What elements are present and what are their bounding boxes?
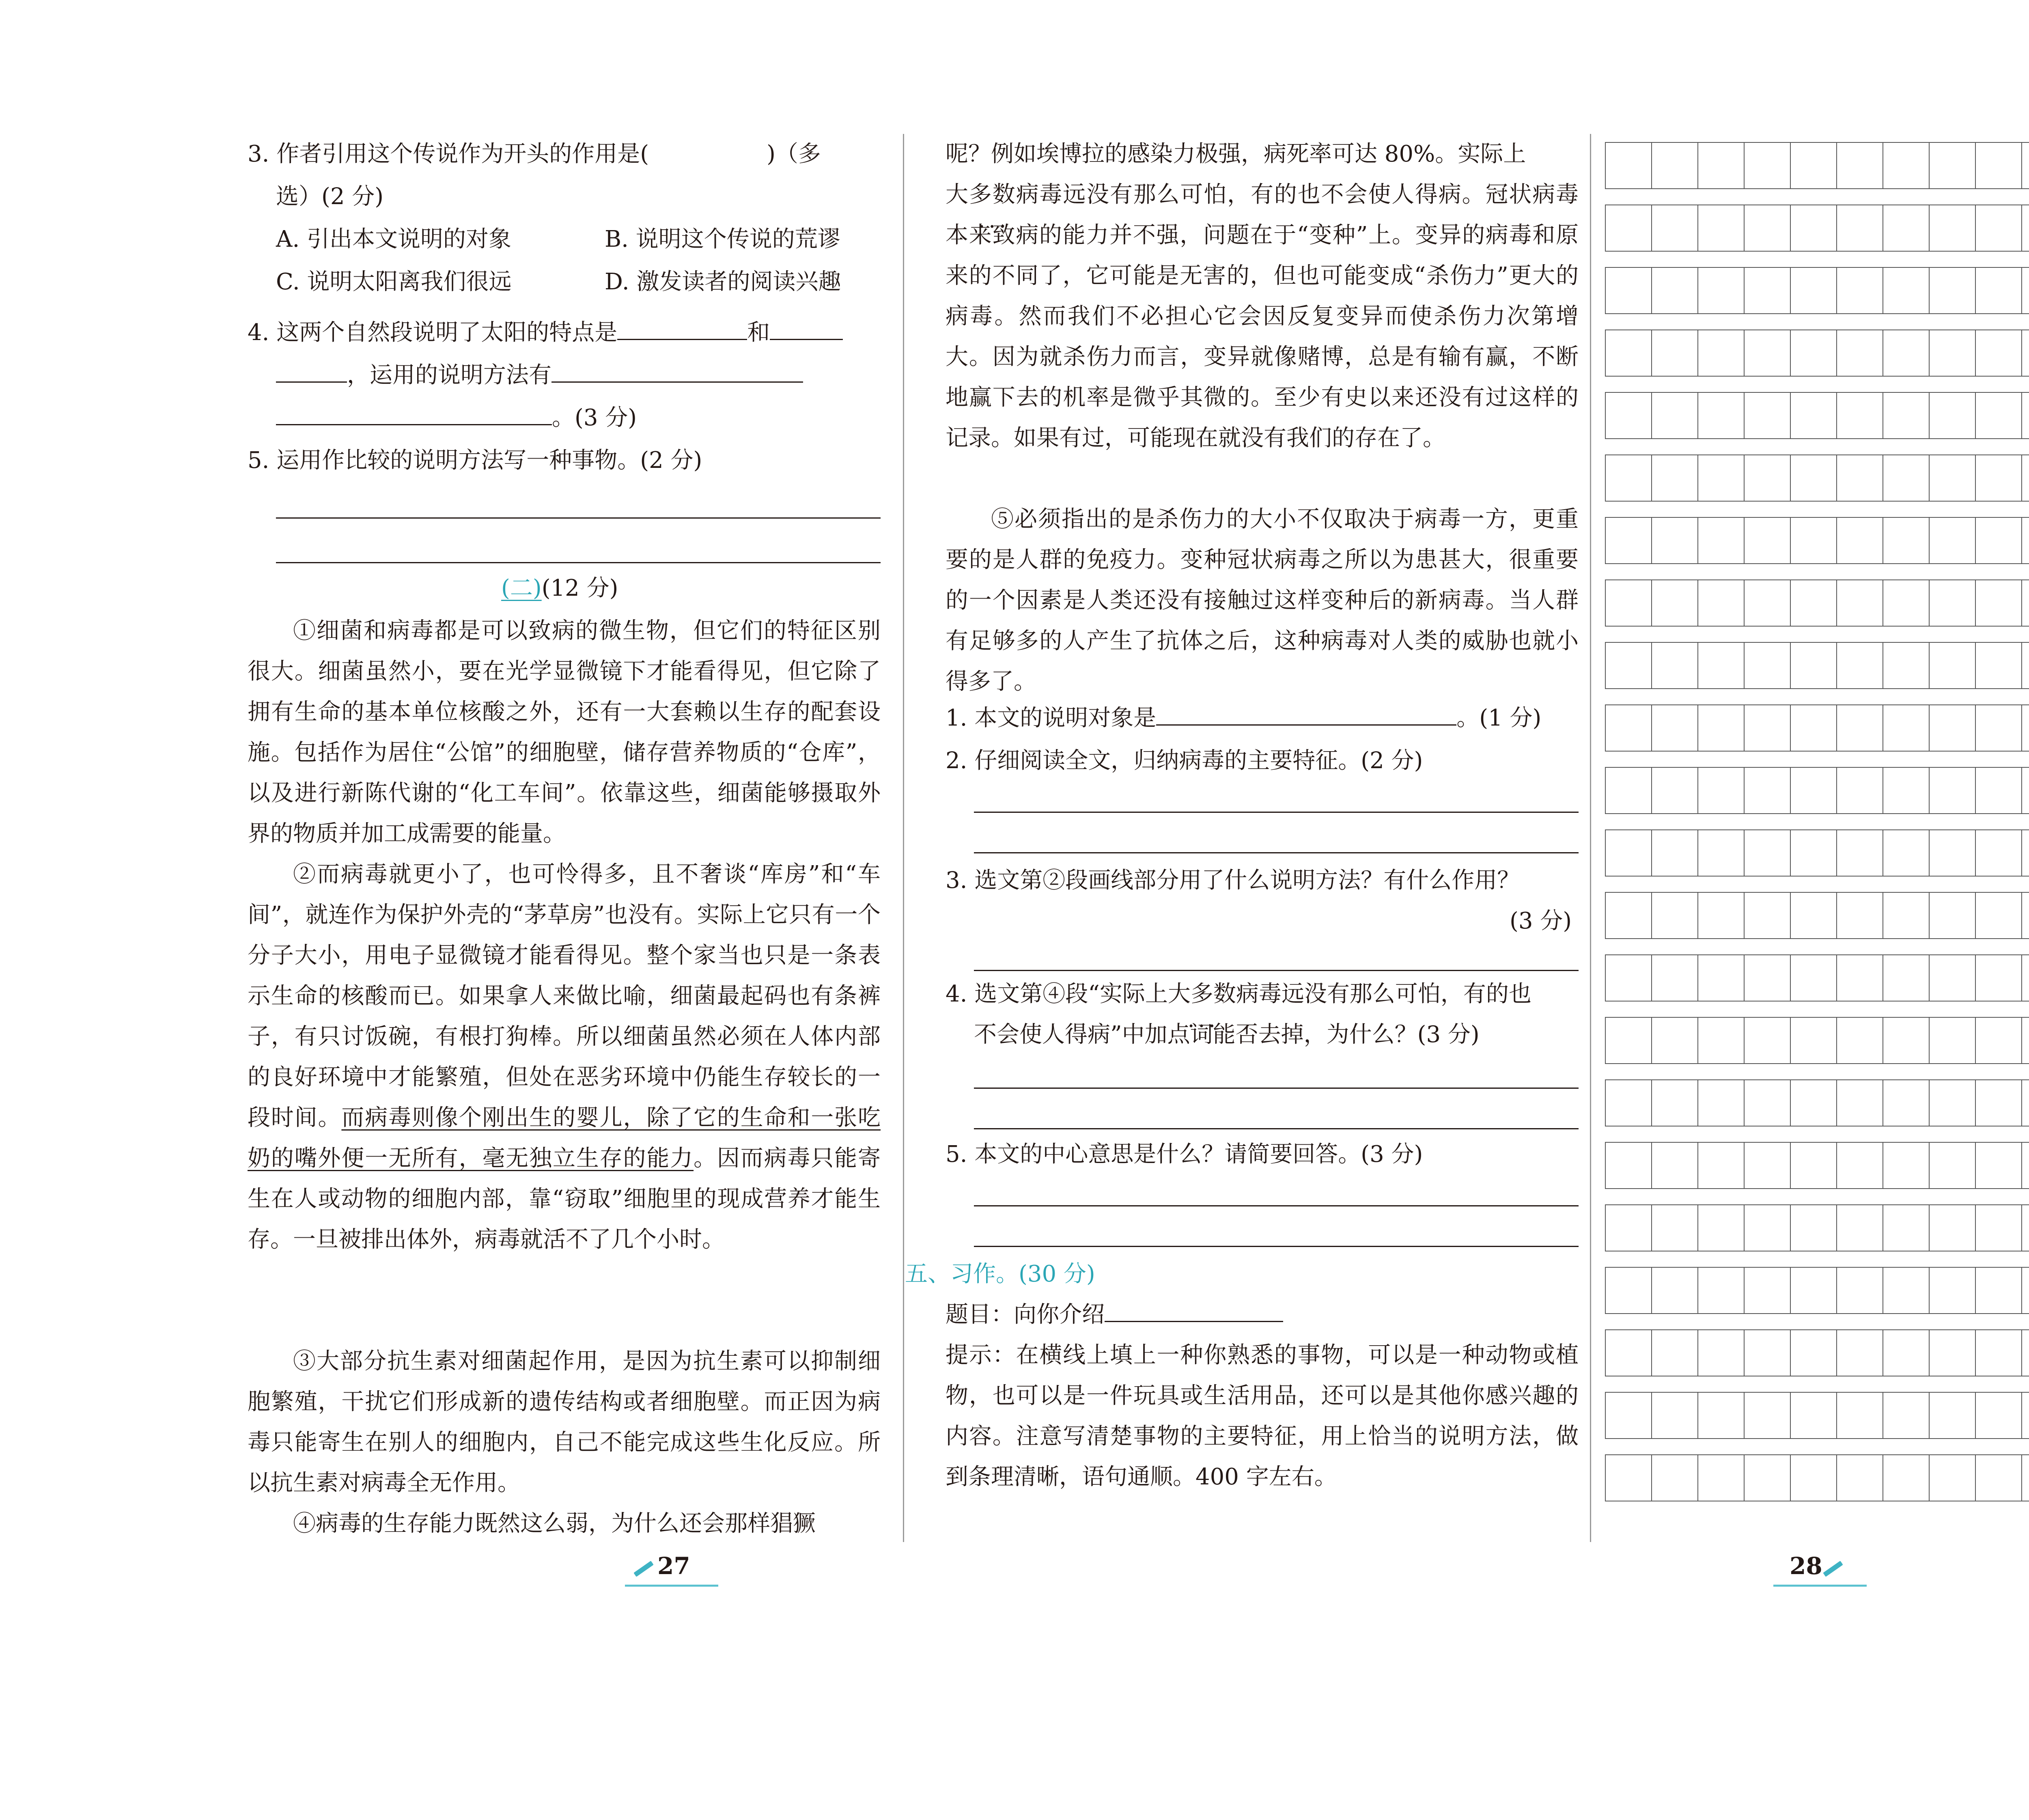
grid-cell[interactable] (2021, 1454, 2029, 1501)
grid-row (1605, 642, 2029, 689)
grid-cell[interactable] (1790, 205, 1837, 252)
grid-cell[interactable] (1605, 579, 1652, 627)
grid-cell[interactable] (1605, 892, 1652, 939)
grid-cell[interactable] (1744, 954, 1791, 1002)
grid-cell[interactable] (1836, 1392, 1883, 1439)
q4-blank-3[interactable] (276, 359, 347, 383)
grid-cell[interactable] (2021, 1204, 2029, 1251)
page-number-left: 27 (633, 1552, 690, 1580)
grid-cell[interactable] (1605, 767, 1652, 814)
section-two-heading: (二)(12 分) (501, 575, 618, 601)
q3-option-d: D. 激发读者的阅读兴趣 (605, 269, 841, 295)
grid-cell[interactable] (1790, 954, 1837, 1002)
grid-cell[interactable] (1744, 330, 1791, 377)
grid-cell[interactable] (1697, 1017, 1745, 1064)
grid-row (1605, 892, 2029, 939)
paragraph-2-underlined: 而病毒则像个刚出生的婴儿，除了它的生命和一张吃奶的嘴外便一无所有，毫无独立生存的能力 (248, 1105, 881, 1172)
q4-blank-1[interactable] (617, 316, 747, 340)
grid-cell[interactable] (1883, 579, 1930, 627)
grid-cell[interactable] (1883, 454, 1930, 502)
grid-cell[interactable] (1744, 642, 1791, 689)
grid-cell[interactable] (1929, 1204, 1976, 1251)
grid-cell[interactable] (2021, 892, 2029, 939)
grid-cell[interactable] (2021, 454, 2029, 502)
grid-cell[interactable] (1697, 330, 1745, 377)
grid-cell[interactable] (2021, 142, 2029, 189)
grid-cell[interactable] (1975, 517, 2022, 564)
grid-cell[interactable] (1744, 392, 1791, 439)
grid-cell[interactable] (2021, 579, 2029, 627)
grid-cell[interactable] (1883, 1392, 1930, 1439)
grid-row (1605, 517, 2029, 564)
grid-cell[interactable] (2021, 767, 2029, 814)
grid-row (1605, 1454, 2029, 1501)
grid-row (1605, 392, 2029, 439)
q4-line3: 。(3 分) (276, 398, 637, 438)
grid-cell[interactable] (2021, 642, 2029, 689)
grid-cell[interactable] (1883, 642, 1930, 689)
grid-cell[interactable] (1836, 1454, 1883, 1501)
grid-cell[interactable] (1883, 205, 1930, 252)
grid-cell[interactable] (2021, 330, 2029, 377)
grid-cell[interactable] (1651, 330, 1698, 377)
grid-cell[interactable] (1975, 392, 2022, 439)
grid-cell[interactable] (1651, 454, 1698, 502)
r-q4-line1: 4. 选文第④段“实际上大多数 • • •病毒远没有那么可怕，有的也 (946, 974, 1531, 1014)
grid-cell[interactable] (1975, 954, 2022, 1002)
grid-row (1605, 1079, 2029, 1126)
paragraph-4-continued: 大多数 • • •病毒远没有那么可怕，有的也不会使人得病。冠状病毒本来致病的能力并不强，问题在于“变种”上。变异的病毒和原来的不同了，它可能是无害的，但也可能变成“杀伤力”更大的病毒。然而我们不必担心它会因反复变异而使杀伤力次第增大。因为就杀伤力而言，变异就像赌博，总是有输有赢，不断地赢下去的机率是微乎其微的。至少有史以来还没有过这样的记录。如果有过，可能现在就没有我们的存在了。 (946, 174, 1579, 459)
grid-cell[interactable] (1605, 267, 1652, 314)
dotted-words: 多数 • • • (969, 181, 1016, 208)
grid-row (1605, 267, 2029, 314)
grid-row (1605, 1392, 2029, 1439)
page-number-right: 28 (1790, 1552, 1847, 1580)
grid-cell[interactable] (1697, 954, 1745, 1002)
grid-cell[interactable] (1744, 1142, 1791, 1189)
grid-cell[interactable] (1836, 1017, 1883, 1064)
grid-cell[interactable] (1790, 517, 1837, 564)
r-q4-line-1[interactable] (974, 1088, 1579, 1089)
grid-cell[interactable] (1790, 829, 1837, 877)
grid-cell[interactable] (1929, 454, 1976, 502)
grid-cell[interactable] (1883, 704, 1930, 752)
grid-cell[interactable] (1836, 767, 1883, 814)
grid-cell[interactable] (1697, 1142, 1745, 1189)
grid-cell[interactable] (1744, 1329, 1791, 1376)
grid-cell[interactable] (1836, 142, 1883, 189)
q4-line1: 4. 这两个自然段说明了太阳的特点是 和 (248, 312, 843, 353)
grid-cell[interactable] (1929, 392, 1976, 439)
grid-cell[interactable] (1697, 642, 1745, 689)
grid-cell[interactable] (1929, 1267, 1976, 1314)
grid-cell[interactable] (1929, 767, 1976, 814)
essay-topic: 题目：向你介绍 (946, 1294, 1283, 1335)
grid-cell[interactable] (1651, 392, 1698, 439)
grid-cell[interactable] (2021, 1142, 2029, 1189)
grid-cell[interactable] (1744, 1267, 1791, 1314)
grid-cell[interactable] (1744, 1017, 1791, 1064)
grid-cell[interactable] (1744, 1392, 1791, 1439)
grid-cell[interactable] (1790, 579, 1837, 627)
grid-row (1605, 767, 2029, 814)
grid-cell[interactable] (2021, 1079, 2029, 1126)
grid-row (1605, 1017, 2029, 1064)
grid-row (1605, 579, 2029, 627)
paragraph-4-start: ④病毒的生存能力既然这么弱，为什么还会那样猖獗 (293, 1510, 816, 1537)
grid-cell[interactable] (1744, 1454, 1791, 1501)
grid-cell[interactable] (1744, 892, 1791, 939)
grid-cell[interactable] (1790, 1329, 1837, 1376)
grid-cell[interactable] (1975, 142, 2022, 189)
q5-question: 5. 运用作比较的说明方法写一种事物。(2 分) (248, 447, 702, 474)
section-five-heading: 五、习作。(30 分) (905, 1261, 1095, 1287)
grid-cell[interactable] (1836, 579, 1883, 627)
grid-cell[interactable] (1975, 642, 2022, 689)
grid-cell[interactable] (1790, 892, 1837, 939)
grid-cell[interactable] (1975, 1392, 2022, 1439)
grid-cell[interactable] (1697, 392, 1745, 439)
grid-cell[interactable] (1651, 1142, 1698, 1189)
grid-cell[interactable] (1651, 517, 1698, 564)
p4-line1: 呢？例如埃博拉的感染力极强，病死率可达 80%。实际上 (946, 141, 1526, 167)
grid-cell[interactable] (1929, 205, 1976, 252)
grid-cell[interactable] (1697, 1329, 1745, 1376)
grid-cell[interactable] (2021, 267, 2029, 314)
grid-cell[interactable] (1975, 767, 2022, 814)
grid-cell[interactable] (1836, 267, 1883, 314)
grid-cell[interactable] (1790, 1454, 1837, 1501)
grid-cell[interactable] (1651, 579, 1698, 627)
grid-cell[interactable] (1883, 1454, 1930, 1501)
grid-cell[interactable] (1836, 642, 1883, 689)
grid-cell[interactable] (1744, 1204, 1791, 1251)
grid-cell[interactable] (1929, 1017, 1976, 1064)
r-q4-line2: 不会使人得病”中加点词能否去掉，为什么？(3 分) (974, 1021, 1480, 1048)
grid-cell[interactable] (1697, 1392, 1745, 1439)
grid-cell[interactable] (1790, 1392, 1837, 1439)
q3-option-b: B. 说明这个传说的荒谬 (605, 226, 840, 252)
grid-cell[interactable] (1836, 330, 1883, 377)
grid-cell[interactable] (2021, 205, 2029, 252)
grid-cell[interactable] (1790, 1267, 1837, 1314)
grid-cell[interactable] (1883, 767, 1930, 814)
grid-cell[interactable] (1697, 1079, 1745, 1126)
grid-cell[interactable] (1651, 642, 1698, 689)
grid-cell[interactable] (1975, 892, 2022, 939)
footer-bar-right (1773, 1585, 1867, 1587)
r-q3: 3. 选文第②段画线部分用了什么说明方法？有什么作用？ (946, 867, 1520, 894)
grid-cell[interactable] (1744, 704, 1791, 752)
q4-line2: ，运用的说明方法有 (276, 355, 803, 396)
grid-cell[interactable] (1883, 1329, 1930, 1376)
q4-blank-4[interactable] (551, 359, 803, 383)
grid-cell[interactable] (1744, 267, 1791, 314)
grid-cell[interactable] (2021, 704, 2029, 752)
grid-cell[interactable] (1605, 1454, 1652, 1501)
r-q2: 2. 仔细阅读全文，归纳病毒的主要特征。(2 分) (946, 747, 1423, 774)
grid-cell[interactable] (1651, 767, 1698, 814)
r-q1-blank[interactable] (1156, 702, 1456, 726)
grid-cell[interactable] (1651, 1017, 1698, 1064)
grid-cell[interactable] (1975, 829, 2022, 877)
grid-cell[interactable] (1651, 1454, 1698, 1501)
grid-cell[interactable] (1790, 642, 1837, 689)
column-divider (903, 134, 904, 1542)
grid-cell[interactable] (1697, 267, 1745, 314)
grid-cell[interactable] (1975, 267, 2022, 314)
grid-cell[interactable] (1744, 454, 1791, 502)
grid-cell[interactable] (1883, 892, 1930, 939)
grid-cell[interactable] (1929, 517, 1976, 564)
grid-cell[interactable] (1605, 1392, 1652, 1439)
grid-cell[interactable] (1975, 330, 2022, 377)
grid-cell[interactable] (1929, 1079, 1976, 1126)
grid-row (1605, 1204, 2029, 1251)
grid-row (1605, 205, 2029, 252)
essay-hint: 提示：在横线上填上一种你熟悉的事物，可以是一种动物或植物，也可以是一件玩具或生活用品，还可以是其他你感兴趣的内容。注意写清楚事物的主要特征，用上恰当的说明方法，做到条理清晰，语句通顺。400 字左右。 (946, 1342, 1579, 1490)
r-q5: 5. 本文的中心意思是什么？请简要回答。(3 分) (946, 1141, 1423, 1167)
grid-cell[interactable] (1790, 454, 1837, 502)
grid-cell[interactable] (1697, 517, 1745, 564)
grid-cell[interactable] (2021, 954, 2029, 1002)
grid-cell[interactable] (1929, 892, 1976, 939)
grid-cell[interactable] (1883, 1079, 1930, 1126)
grid-cell[interactable] (1744, 142, 1791, 189)
grid-cell[interactable] (1790, 1204, 1837, 1251)
grid-cell[interactable] (1651, 829, 1698, 877)
grid-cell[interactable] (1790, 1142, 1837, 1189)
grid-cell[interactable] (1605, 1204, 1652, 1251)
grid-cell[interactable] (1836, 892, 1883, 939)
grid-cell[interactable] (2021, 1017, 2029, 1064)
grid-cell[interactable] (1929, 642, 1976, 689)
grid-cell[interactable] (1790, 1017, 1837, 1064)
grid-cell[interactable] (1975, 1142, 2022, 1189)
grid-cell[interactable] (1790, 767, 1837, 814)
q3-option-c: C. 说明太阳离我们很远 (276, 269, 512, 295)
paragraph-5: ⑤必须指出的是杀伤力的大小不仅取决于病毒一方，更重要的是人群的免疫力。变种冠状病毒之所以为患甚大，很重要的一个因素是人类还没有接触过这样变种后的新病毒。当人群有足够多的人产生了抗体之后，这种病毒对人类的威胁也就小得多了。 (946, 506, 1579, 695)
q5-answer-line-2[interactable] (276, 562, 881, 563)
grid-row (1605, 454, 2029, 502)
grid-cell[interactable] (1836, 829, 1883, 877)
grid-cell[interactable] (1651, 1267, 1698, 1314)
grid-cell[interactable] (1883, 142, 1930, 189)
grid-cell[interactable] (1605, 1079, 1652, 1126)
grid-cell[interactable] (1883, 1017, 1930, 1064)
r-q2-line-2[interactable] (974, 852, 1579, 853)
grid-cell[interactable] (2021, 392, 2029, 439)
grid-cell[interactable] (1790, 142, 1837, 189)
grid-cell[interactable] (1605, 1267, 1652, 1314)
paragraph-2: ②而病毒就更小了，也可怜得多，且不奢谈“库房”和“车间”，就连作为保护外壳的“茅草房”也没有。实际上它只有一个分子大小，用电子显微镜才能看得见。整个家当也只是一条表示生命的核酸而已。如果拿人来做比喻，细菌最起码也有条裤子，有只讨饭碗，有根打狗棒。所以细菌虽然必须在人体内部的良好环境中才能繁殖，但处在恶劣环境中仍能生存较长的一段时间。而病毒则像个刚出生的婴儿，除了它的生命和一张吃奶的嘴外便一无所有，毫无独立生存的能力。因而病毒只能寄生在人或动物的细胞内部，靠“窃取”细胞里的现成营养才能生存。一旦被排出体外，病毒就活不了几个小时。 (248, 861, 881, 1253)
grid-cell[interactable] (1605, 1142, 1652, 1189)
grid-cell[interactable] (1929, 1454, 1976, 1501)
grid-cell[interactable] (1975, 1079, 2022, 1126)
grid-cell[interactable] (1929, 954, 1976, 1002)
grid-cell[interactable] (1744, 517, 1791, 564)
grid-cell[interactable] (1929, 704, 1976, 752)
grid-row (1605, 1329, 2029, 1376)
grid-cell[interactable] (2021, 1329, 2029, 1376)
grid-cell[interactable] (1929, 142, 1976, 189)
grid-cell[interactable] (1883, 1142, 1930, 1189)
grid-cell[interactable] (1929, 267, 1976, 314)
grid-row (1605, 1142, 2029, 1189)
grid-cell[interactable] (1605, 454, 1652, 502)
grid-cell[interactable] (1883, 392, 1930, 439)
grid-cell[interactable] (1929, 1392, 1976, 1439)
grid-cell[interactable] (1697, 892, 1745, 939)
grid-cell[interactable] (1605, 1329, 1652, 1376)
grid-row (1605, 704, 2029, 752)
grid-cell[interactable] (1697, 704, 1745, 752)
grid-cell[interactable] (1697, 1454, 1745, 1501)
grid-cell[interactable] (1697, 205, 1745, 252)
grid-cell[interactable] (1975, 579, 2022, 627)
grid-cell[interactable] (1651, 892, 1698, 939)
grid-cell[interactable] (1883, 267, 1930, 314)
grid-cell[interactable] (1605, 142, 1652, 189)
r-q5-line-2[interactable] (974, 1246, 1579, 1247)
grid-cell[interactable] (1697, 1267, 1745, 1314)
grid-cell[interactable] (1790, 1079, 1837, 1126)
r-q1: 1. 本文的说明对象是 。(1 分) (946, 698, 1541, 739)
grid-cell[interactable] (1790, 392, 1837, 439)
grid-cell[interactable] (1744, 829, 1791, 877)
grid-cell[interactable] (1605, 1017, 1652, 1064)
r-q5-line-1[interactable] (974, 1205, 1579, 1206)
grid-cell[interactable] (1975, 1267, 2022, 1314)
grid-cell[interactable] (1836, 1204, 1883, 1251)
q5-answer-line-1[interactable] (276, 517, 881, 519)
column-divider-2 (1590, 134, 1591, 1542)
grid-cell[interactable] (1836, 517, 1883, 564)
grid-cell[interactable] (1975, 205, 2022, 252)
grid-cell[interactable] (1836, 954, 1883, 1002)
grid-cell[interactable] (1975, 1204, 2022, 1251)
q3-option-a: A. 引出本文说明的对象 (276, 226, 512, 252)
r-q2-line-1[interactable] (974, 812, 1579, 813)
grid-cell[interactable] (1651, 1329, 1698, 1376)
grid-cell[interactable] (1605, 392, 1652, 439)
grid-row (1605, 142, 2029, 189)
pencil-icon (633, 1560, 657, 1576)
grid-cell[interactable] (1605, 642, 1652, 689)
grid-row (1605, 1267, 2029, 1314)
grid-cell[interactable] (1605, 517, 1652, 564)
paragraph-3: ③大部分抗生素对细菌起作用，是因为抗生素可以抑制细胞繁殖，干扰它们形成新的遗传结构或者细胞壁。而正因为病毒只能寄生在别人的细胞内，自己不能完成这些生化反应。所以抗生素对病毒全无作用。 (248, 1348, 881, 1496)
grid-cell[interactable] (1929, 1329, 1976, 1376)
q4-blank-5[interactable] (276, 401, 552, 425)
grid-cell[interactable] (1929, 829, 1976, 877)
grid-cell[interactable] (2021, 1392, 2029, 1439)
grid-cell[interactable] (2021, 829, 2029, 877)
grid-cell[interactable] (1605, 704, 1652, 752)
grid-cell[interactable] (1883, 1204, 1930, 1251)
grid-cell[interactable] (1697, 142, 1745, 189)
grid-cell[interactable] (1697, 1204, 1745, 1251)
grid-cell[interactable] (1790, 330, 1837, 377)
footer-bar-left (625, 1585, 718, 1587)
grid-cell[interactable] (1883, 954, 1930, 1002)
writing-grid[interactable] (1605, 142, 2029, 1518)
grid-row (1605, 330, 2029, 377)
grid-cell[interactable] (1975, 1454, 2022, 1501)
r-q4-line-2[interactable] (974, 1128, 1579, 1129)
grid-cell[interactable] (1836, 392, 1883, 439)
topic-blank[interactable] (1105, 1298, 1283, 1322)
grid-cell[interactable] (1605, 829, 1652, 877)
pencil-icon-right (1822, 1560, 1847, 1576)
grid-cell[interactable] (1929, 579, 1976, 627)
grid-cell[interactable] (1929, 330, 1976, 377)
grid-cell[interactable] (1651, 704, 1698, 752)
grid-cell[interactable] (1790, 704, 1837, 752)
grid-cell[interactable] (1651, 1204, 1698, 1251)
grid-cell[interactable] (1605, 954, 1652, 1002)
grid-cell[interactable] (1651, 1079, 1698, 1126)
grid-cell[interactable] (1883, 1267, 1930, 1314)
grid-cell[interactable] (1836, 205, 1883, 252)
grid-cell[interactable] (1883, 829, 1930, 877)
grid-cell[interactable] (1883, 330, 1930, 377)
r-q3-score: (3 分) (1510, 908, 1572, 934)
grid-cell[interactable] (1697, 829, 1745, 877)
grid-cell[interactable] (1651, 267, 1698, 314)
grid-cell[interactable] (1744, 205, 1791, 252)
grid-cell[interactable] (1836, 454, 1883, 502)
grid-cell[interactable] (1651, 1392, 1698, 1439)
grid-cell[interactable] (1790, 267, 1837, 314)
grid-cell[interactable] (1975, 454, 2022, 502)
grid-cell[interactable] (1836, 1079, 1883, 1126)
grid-cell[interactable] (1651, 205, 1698, 252)
grid-cell[interactable] (1836, 704, 1883, 752)
grid-cell[interactable] (1836, 1329, 1883, 1376)
grid-cell[interactable] (1975, 1017, 2022, 1064)
grid-cell[interactable] (1605, 330, 1652, 377)
grid-cell[interactable] (1744, 1079, 1791, 1126)
q4-blank-2[interactable] (770, 316, 843, 340)
grid-cell[interactable] (1697, 454, 1745, 502)
grid-cell[interactable] (1697, 767, 1745, 814)
grid-cell[interactable] (1697, 579, 1745, 627)
grid-cell[interactable] (1836, 1142, 1883, 1189)
q3-line2: 选）(2 分) (276, 183, 384, 210)
grid-cell[interactable] (1744, 579, 1791, 627)
grid-cell[interactable] (2021, 1267, 2029, 1314)
grid-cell[interactable] (1651, 142, 1698, 189)
grid-cell[interactable] (1929, 1142, 1976, 1189)
grid-cell[interactable] (1651, 954, 1698, 1002)
grid-cell[interactable] (1836, 1267, 1883, 1314)
grid-cell[interactable] (1975, 1329, 2022, 1376)
grid-cell[interactable] (1605, 205, 1652, 252)
grid-cell[interactable] (1975, 704, 2022, 752)
grid-cell[interactable] (1883, 517, 1930, 564)
grid-cell[interactable] (2021, 517, 2029, 564)
r-q3-line-1[interactable] (974, 970, 1579, 971)
grid-row (1605, 954, 2029, 1002)
grid-row (1605, 829, 2029, 877)
paragraph-1: ①细菌和病毒都是可以致病的微生物，但它们的特征区别很大。细菌虽然小，要在光学显微镜下才能看得见，但它除了拥有生命的基本单位核酸之外，还有一大套赖以生存的配套设施。包括作为居住“公馆”的细胞壁，储存营养物质的“仓库”，以及进行新陈代谢的“化工车间”。依靠这些，细菌能够摄取外界的物质并加工成需要的能量。 (248, 618, 881, 847)
q3-line1: 3. 作者引用这个传说作为开头的作用是( )（多 (248, 141, 821, 167)
grid-cell[interactable] (1744, 767, 1791, 814)
